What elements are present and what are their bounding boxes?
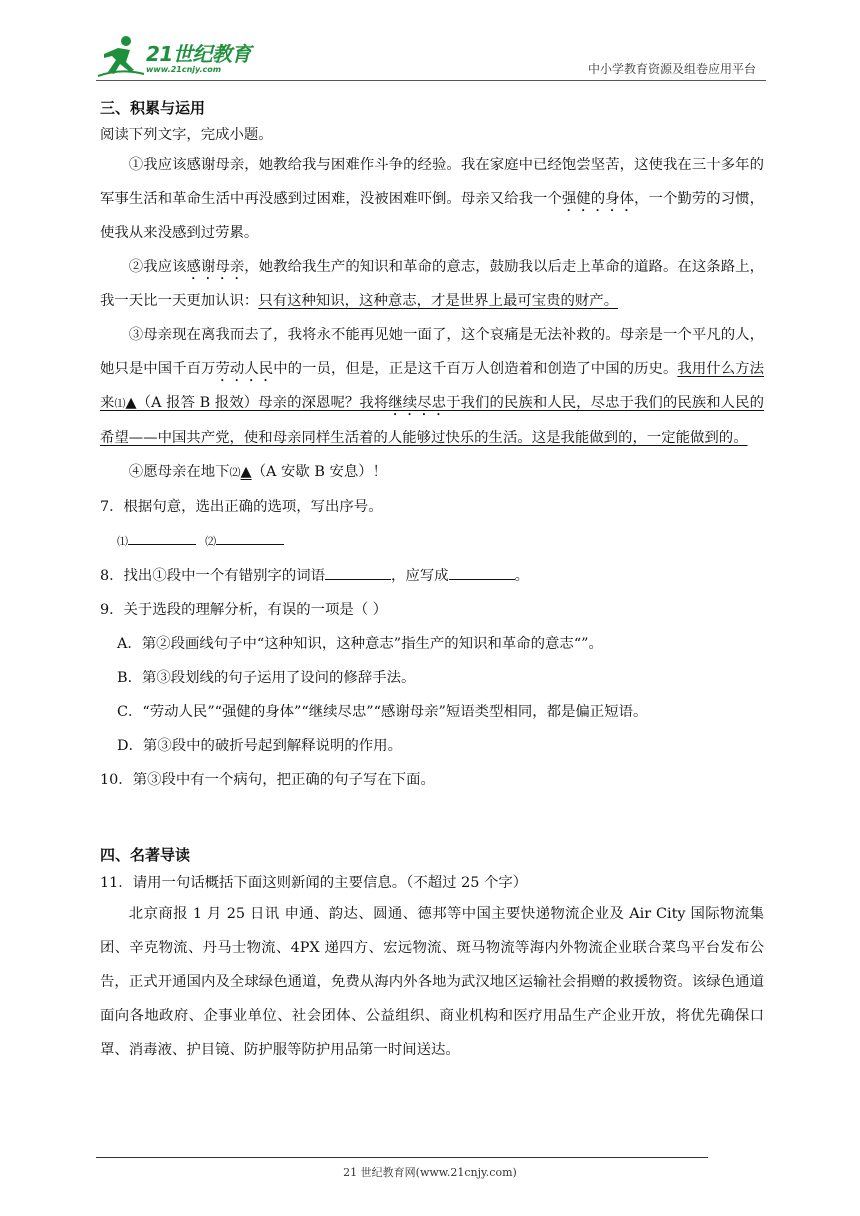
p4-blank-marker: ▲ [240, 464, 252, 480]
logo-text: 21世纪教育 [146, 42, 251, 66]
site-tagline: 中小学教育资源及组卷应用平台 [587, 62, 756, 76]
p2-dotted-phrase: 感谢母亲 [186, 259, 245, 275]
p4-text-a: ④愿母亲在地下 [128, 464, 230, 480]
question-10: 10．第③段中有一个病句，把正确的句子写在下面。 [100, 772, 435, 788]
section-3-intro: 阅读下列文字，完成小题。 [100, 127, 273, 143]
q8-text-a: 8．找出①段中一个有错别字的词语 [100, 568, 326, 584]
q8-text-b: ，应写成 [391, 568, 449, 584]
q9-option-d: D．第③段中的破折号起到解释说明的作用。 [117, 738, 402, 754]
q9-option-a: A．第②段画线句子中“这种知识，这种意志”指生产的知识和革命的意志“”。 [117, 636, 603, 652]
passage-paragraph-4 [100, 455, 764, 490]
p1-end: ，一个勤劳的习惯，使我从来没感到过劳累。 [100, 191, 764, 241]
p2-text-a: ②我应该 [128, 259, 187, 275]
news-paragraph: 北京商报 1 月 25 日讯 申通、韵达、圆通、德邦等中国主要快递物流企业及 Air City 国际物流集团、辛克物流、丹马士物流、4PX 递四方、宏远物流、斑马物流等海内外物流企业联合菜鸟平台发布公告，正式开通国内及全球绿色通道，免费从海内外各地为武汉地区运输社会捐赠的救援物资。该绿色通道面向各地政府、企事业单位、社会团体、公益组织、商业机构和医疗用品生产企业开放，将优先确保口罩、消毒液、护目镜、防护服等防护用品第一时间送达。 [100, 906, 764, 1058]
p3-mark-1: ⑴ [114, 397, 126, 410]
q7-answer-blank-1[interactable] [128, 526, 196, 545]
passage-paragraph-2 [100, 250, 764, 318]
p1-dotted-phrase: 强健的身体 [561, 191, 635, 207]
p3-underlined-1: 我用什么方法来 [100, 361, 764, 411]
page-header [96, 30, 766, 82]
question-8 [100, 559, 764, 593]
p4-text-b: （A 安歇 B 安息）！ [251, 464, 388, 480]
p3-text-a: ③母亲现在离我而去了，我将永不能再见她一面了，这个哀痛是无法补救的。母亲是一个平凡的人，她只是中国千百万 [100, 327, 764, 377]
footer-divider [96, 1157, 708, 1158]
logo-url: www.21cnjy.com [146, 65, 222, 74]
p2-underlined-sentence: 只有这种知识，这种意志，才是世界上最可宝贵的财产。 [258, 293, 619, 309]
p3-underlined-2: ▲（A 报答 B 报效）母亲的深恩呢？我将 [125, 395, 389, 411]
p3-dotted-phrase-2: 继续尽忠 [388, 395, 447, 411]
q9-option-b: B．第③段划线的句子运用了设问的修辞手法。 [117, 670, 416, 686]
header-divider [96, 80, 766, 81]
p3-dotted-phrase-1: 劳动人民 [215, 361, 274, 377]
document-body [100, 94, 764, 1067]
p2-text-b: ，她教给我生产的知识和革命的意志，鼓励我以后走上革命的道路。在这条路上，我一天比一天更加认识： [100, 259, 764, 309]
q7-label-2: ⑵ [205, 535, 217, 548]
q7-label-1: ⑴ [117, 535, 128, 548]
section-4-title: 四、名著导读 [100, 846, 191, 864]
question-7-answers [100, 524, 764, 559]
passage-paragraph-3 [100, 318, 764, 455]
page-footer: 21 世纪教育网(www.21cnjy.com) [343, 1166, 517, 1179]
p3-underlined-3: 于我们的民族和人民，尽忠于我们的民族和人民的希望——中国共产党，使和母亲同样生活着的人能够过快乐的生活。这是我能做到的，一定能做到的。 [100, 395, 764, 446]
question-9: 9．关于选段的理解分析，有误的一项是（ ） [100, 602, 388, 618]
runner-logo-icon [96, 34, 146, 78]
question-11: 11．请用一句话概括下面这则新闻的主要信息。（不超过 25 个字） [100, 875, 528, 891]
section-3-title: 三、积累与运用 [100, 99, 206, 117]
question-7: 7．根据句意，选出正确的选项，写出序号。 [100, 499, 383, 515]
p3-text-b: 中的一员，但是，正是这千百万人创造着和创造了中国的历史。 [273, 361, 678, 377]
p4-mark: ⑵ [229, 466, 241, 479]
q8-answer-blank-1[interactable] [325, 563, 391, 580]
passage-paragraph-1 [100, 148, 764, 250]
site-logo [96, 34, 266, 78]
q7-answer-blank-2[interactable] [216, 526, 284, 545]
p1-text: ①我应该感谢母亲，她教给我与困难作斗争的经验。我在家庭中已经饱尝坚苦，这使我在三十多年的军事生活和革命生活中再没感到过困难，没被困难吓倒。母亲又给我一个 [100, 157, 764, 207]
answer-space [100, 797, 764, 841]
q8-answer-blank-2[interactable] [449, 563, 515, 580]
q8-text-c: 。 [514, 568, 530, 584]
q9-option-c: C．“劳动人民”“强健的身体”“继续尽忠”“感谢母亲”短语类型相同，都是偏正短语。 [117, 704, 648, 720]
